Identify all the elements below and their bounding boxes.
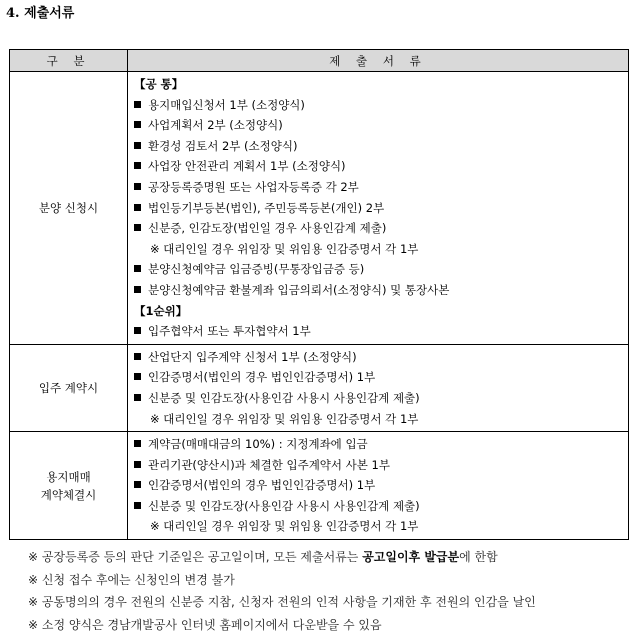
note-item [28, 614, 536, 637]
row-documents [128, 432, 629, 540]
square-bullet-icon [134, 265, 141, 272]
row-category [10, 344, 128, 431]
row-documents [128, 344, 629, 431]
item-text: 사업장 안전관리 계획서 1부 (소정양식) [148, 159, 346, 174]
note-item [28, 546, 536, 569]
note-item [28, 569, 536, 592]
note-text: ※ 소정 양식은 경남개발공사 인터넷 홈페이지에서 다운받을 수 있음 [28, 617, 382, 632]
item-text: 용지매입신청서 1부 (소정양식) [148, 97, 305, 112]
document-item [134, 136, 624, 157]
square-bullet-icon [134, 121, 141, 128]
item-text: 입주협약서 또는 투자협약서 1부 [148, 324, 311, 339]
table-row [10, 72, 629, 345]
item-text: 신분증 및 인감도장(사용인감 사용시 사용인감계 제출) [148, 390, 420, 405]
notes-list [28, 546, 536, 636]
item-text: 사업계획서 2부 (소정양식) [148, 118, 283, 133]
item-text: 환경성 검토서 2부 (소정양식) [148, 138, 298, 153]
square-bullet-icon [134, 286, 141, 293]
documents-table [9, 49, 629, 540]
note-text: ※ 공동명의의 경우 전원의 신분증 지참, 신청자 전원의 인적 사항을 기재한 후 전원의 인감을 날인 [28, 595, 536, 609]
group-heading [134, 301, 624, 322]
document-item [134, 177, 624, 198]
square-bullet-icon [134, 162, 141, 169]
document-item [134, 280, 624, 301]
item-text: 공장등록증명원 또는 사업자등록증 각 2부 [148, 179, 359, 194]
square-bullet-icon [134, 502, 141, 509]
category-label: 용지매매 [46, 469, 91, 484]
item-text: 【공 통】 [134, 77, 184, 91]
square-bullet-icon [134, 481, 141, 488]
square-bullet-icon [134, 373, 141, 380]
document-item [134, 198, 624, 219]
item-text: 산업단지 입주계약 신청서 1부 (소정양식) [148, 349, 357, 364]
item-text: 계약금(매매대금의 10%) : 지정계좌에 입금 [148, 437, 368, 452]
document-item [134, 321, 624, 342]
item-text: 분양신청예약금 환불계좌 입금의뢰서(소정양식) 및 통장사본 [148, 282, 450, 297]
document-item [134, 115, 624, 136]
square-bullet-icon [134, 394, 141, 401]
document-item [134, 388, 624, 409]
note-text: ※ 신청 접수 후에는 신청인의 변경 불가 [28, 572, 235, 587]
section-title: 4. 제출서류 [6, 6, 75, 21]
square-bullet-icon [134, 224, 141, 231]
note-text-end: 에 한함 [459, 550, 498, 564]
category-label: 분양 신청시 [38, 200, 99, 215]
square-bullet-icon [134, 204, 141, 211]
item-text: 신분증 및 인감도장(사용인감 사용시 사용인감계 제출) [148, 498, 420, 513]
category-label: 입주 계약시 [38, 380, 99, 395]
square-bullet-icon [134, 353, 141, 360]
item-text: ※ 대리인일 경우 위임장 및 위임용 인감증명서 각 1부 [150, 411, 419, 426]
document-item [134, 434, 624, 455]
square-bullet-icon [134, 183, 141, 190]
item-text: 【1순위】 [134, 303, 188, 318]
square-bullet-icon [134, 327, 141, 334]
note-text: ※ 공장등록증 등의 판단 기준일은 공고일이며, 모든 제출서류는 [28, 550, 363, 564]
table-row [10, 344, 629, 431]
document-item [134, 475, 624, 496]
table-header-row [10, 50, 629, 72]
item-text: 인감증명서(법인의 경우 법인인감증명서) 1부 [148, 478, 376, 493]
note-emphasis: 공고일이후 발급분 [362, 550, 460, 564]
note-item [28, 591, 536, 614]
row-documents [128, 72, 629, 345]
reference-note [134, 409, 624, 430]
square-bullet-icon [134, 440, 141, 447]
square-bullet-icon [134, 142, 141, 149]
square-bullet-icon [134, 101, 141, 108]
table-body [10, 72, 629, 540]
item-text: 법인등기부등본(법인), 주민등록등본(개인) 2부 [148, 200, 385, 215]
item-text: ※ 대리인일 경우 위임장 및 위임용 인감증명서 각 1부 [150, 519, 419, 534]
item-text: 신분증, 인감도장(법인일 경우 사용인감계 제출) [148, 221, 387, 236]
document-item [134, 455, 624, 476]
group-heading [134, 74, 624, 95]
category-label: 계약체결시 [40, 487, 97, 502]
document-item [134, 347, 624, 368]
item-text: ※ 대리인일 경우 위임장 및 위임용 인감증명서 각 1부 [150, 241, 419, 256]
document-item [134, 156, 624, 177]
reference-note [134, 516, 624, 537]
document-item [134, 367, 624, 388]
item-text: 관리기관(양산시)과 체결한 입주계약서 사본 1부 [148, 457, 390, 472]
row-category [10, 72, 128, 345]
table-row [10, 432, 629, 540]
document-item [134, 218, 624, 239]
item-text: 분양신청예약금 입금증빙(무통장입금증 등) [148, 262, 365, 277]
document-item [134, 259, 624, 280]
reference-note [134, 239, 624, 260]
item-text: 인감증명서(법인의 경우 법인인감증명서) 1부 [148, 370, 376, 385]
header-category: 구 분 [10, 50, 128, 72]
document-item [134, 496, 624, 517]
row-category [10, 432, 128, 540]
document-item [134, 95, 624, 116]
square-bullet-icon [134, 461, 141, 468]
header-documents: 제 출 서 류 [128, 50, 629, 72]
